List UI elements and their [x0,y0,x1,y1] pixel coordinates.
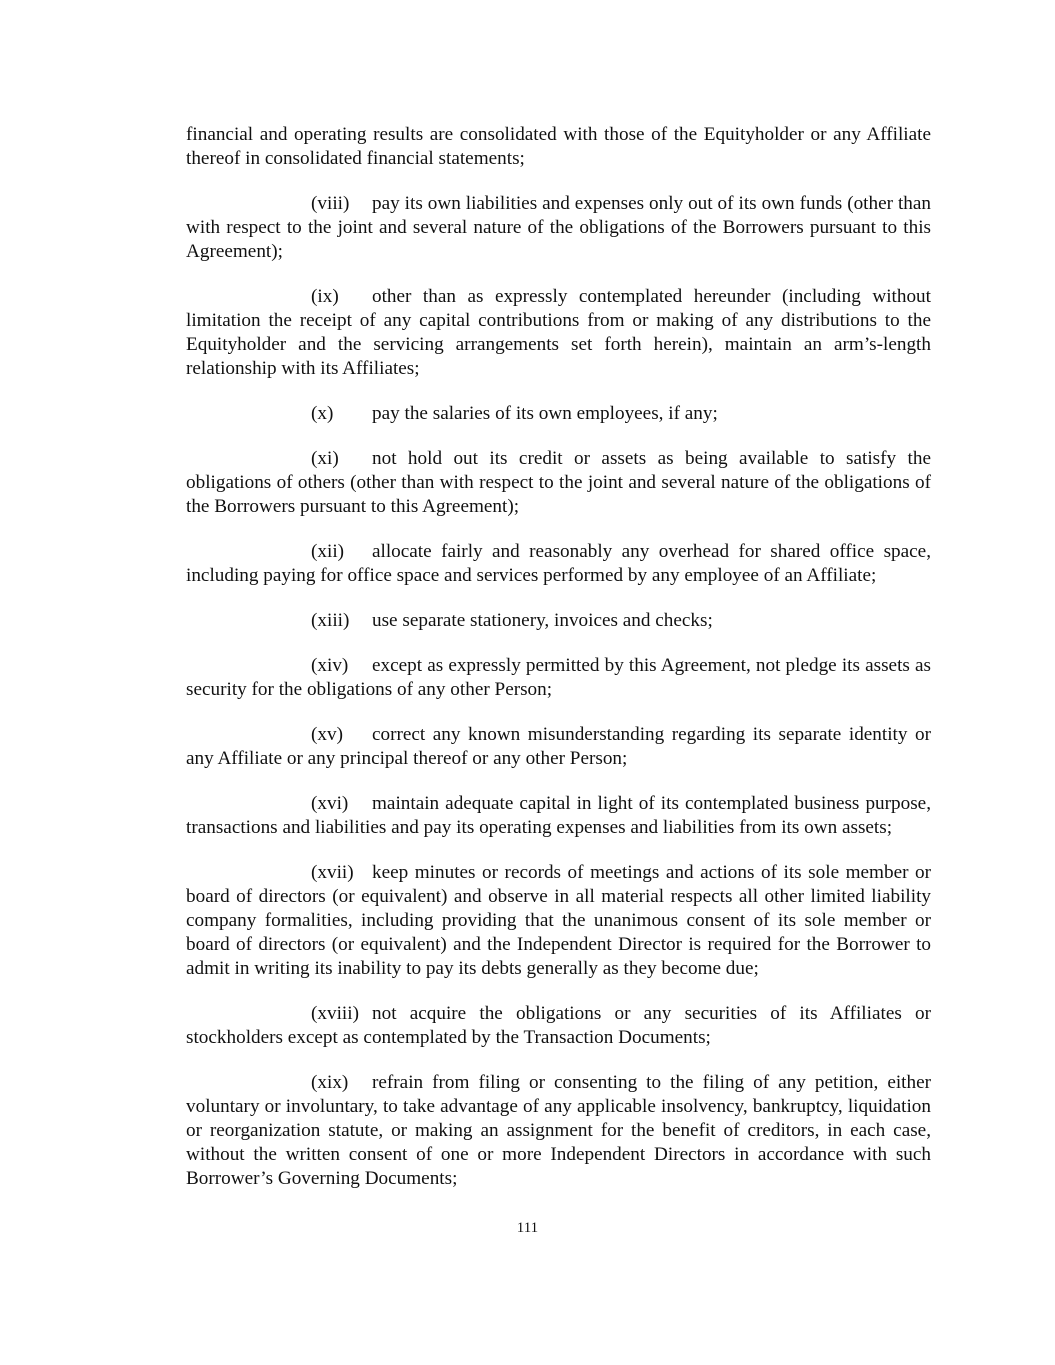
clause-label: (xviii) [311,1003,359,1024]
clause-label: (xvii) [311,862,354,883]
clause-item [186,723,931,771]
clause-text: other than as expressly contemplated hereunder (including without limitation the receipt of any capital contributions from or making of any distributions to the Equityholder and the servicing arrangements set forth herein), maintain an arm’s-length relationship with its Affiliates; [186,286,931,379]
clause-item [186,1002,931,1050]
document-body [186,123,931,1212]
clause-item [186,285,931,381]
clause-label: (xv) [311,724,343,745]
clause-text: use separate stationery, invoices and checks; [372,610,713,631]
clause-text: except as expressly permitted by this Agreement, not pledge its assets as security for the obligations of any other Person; [186,655,931,700]
clause-text: maintain adequate capital in light of its contemplated business purpose, transactions and liabilities and pay its operating expenses and liabilities from its own assets; [186,793,931,838]
clause-text: correct any known misunderstanding regarding its separate identity or any Affiliate or any principal thereof or any other Person; [186,724,931,769]
clause-item [186,540,931,588]
clause-text: refrain from filing or consenting to the filing of any petition, either voluntary or involuntary, to take advantage of any applicable insolvency, bankruptcy, liquidation or reorganization statute, or making an assignment for the benefit of creditors, in each case, without the written consent of one or more Independent Directors in accordance with such Borrower’s Governing Documents; [186,1072,931,1189]
clause-item [186,792,931,840]
clause-label: (ix) [311,286,339,307]
clause-item [186,447,931,519]
clause-text: pay the salaries of its own employees, if any; [372,403,718,424]
clause-text: keep minutes or records of meetings and actions of its sole member or board of directors (or equivalent) and observe in all material respects all other limited liability company formalities, including providing that the unanimous consent of its sole member or board of directors (or equivalent) and the Independent Director is required for the Borrower to admit in writing its inability to pay its debts generally as they become due; [186,862,931,979]
clause-text: not acquire the obligations or any securities of its Affiliates or stockholders except as contemplated by the Transaction Documents; [186,1003,931,1048]
clause-label: (viii) [311,193,350,214]
intro-paragraph: financial and operating results are consolidated with those of the Equityholder or any Affiliate thereof in consolidated financial statements; [186,124,931,169]
clause-label: (xiv) [311,655,349,676]
clause-label: (xii) [311,541,345,562]
clause-item [186,192,931,264]
clause-text: pay its own liabilities and expenses only out of its own funds (other than with respect to the joint and several nature of the obligations of the Borrowers pursuant to this Agreement); [186,193,931,262]
clause-label: (xvi) [311,793,349,814]
clause-list [186,192,931,1191]
clause-item [186,1071,931,1191]
clause-label: (xix) [311,1072,349,1093]
clause-item [186,609,931,633]
clause-text: not hold out its credit or assets as being available to satisfy the obligations of others (other than with respect to the joint and several nature of the obligations of the Borrowers pursuant to this Agreement); [186,448,931,517]
page-number: 111 [516,1220,539,1236]
clause-label: (x) [311,403,334,424]
clause-text: allocate fairly and reasonably any overhead for shared office space, including paying for office space and services performed by any employee of an Affiliate; [186,541,931,586]
clause-label: (xi) [311,448,339,469]
clause-item [186,654,931,702]
clause-label: (xiii) [311,610,350,631]
clause-item [186,402,931,426]
clause-item [186,861,931,981]
